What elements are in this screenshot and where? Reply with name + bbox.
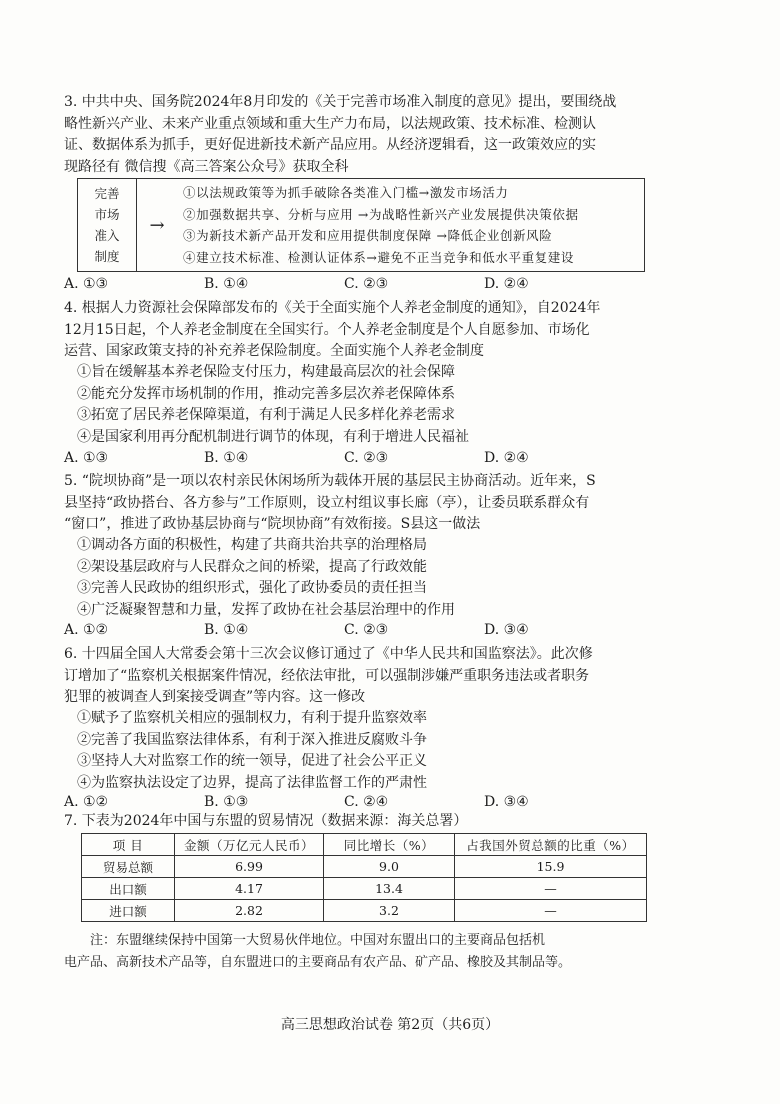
option-b[interactable]: B. ①④	[204, 622, 249, 638]
diagram-paths	[177, 179, 644, 271]
page-footer: 高三思想政治试卷 第2页（共6页）	[280, 1017, 500, 1033]
table-row: 贸易总额 6.99 9.0 15.9	[82, 856, 647, 878]
table-note: 注：东盟继续保持中国第一大贸易伙伴地位。中国对东盟出口的主要商品包括机 电产品、高新技术产品等，自东盟进口的主要商品有农产品、矿产品、橡胶及其制品等。	[64, 933, 572, 970]
option-d[interactable]: D. ②④	[484, 450, 529, 466]
arrow-right-icon: →	[149, 214, 165, 236]
option-a[interactable]: A. ①③	[64, 276, 109, 292]
path-item: ①以法规政策等为抓手破除各类准入门槛→激发市场活力	[183, 185, 509, 200]
q5-options	[64, 622, 624, 638]
table-row: 出口额 4.17 13.4 —	[82, 878, 647, 900]
q3-line: 略性新兴产业、未来产业重点领域和重大生产力布局，以法规政策、技术标准、检测认	[64, 115, 596, 132]
table-header-row	[82, 834, 647, 856]
table-header: 同比增长（%）	[324, 834, 455, 856]
question-3-stem	[64, 92, 654, 178]
option-c[interactable]: C. ②③	[344, 622, 389, 638]
table-header: 金额（万亿元人民币）	[175, 834, 324, 856]
option-d[interactable]: D. ③④	[484, 622, 529, 638]
q3-line: 3. 中共中央、国务院2024年8月印发的《关于完善市场准入制度的意见》提出，要围绕战	[64, 94, 617, 110]
q6-options	[64, 794, 624, 810]
trade-table	[81, 833, 647, 922]
option-b[interactable]: B. ①③	[204, 794, 249, 810]
option-c[interactable]: C. ②④	[344, 794, 389, 810]
q3-path-diagram	[77, 178, 645, 272]
q4-options	[64, 450, 624, 466]
question-6-stem: 6. 十四届全国人大常委会第十三次会议修订通过了《中华人民共和国监察法》。此次修 订增加了“监察机关根据案件情况，经依法审批，可以强制涉嫌严重职务违法或者职务 犯罪的被调查人到案接受调查”等内容。这一修改	[64, 646, 593, 705]
path-item: ③为新技术新产品开发和应用提供制度保障 →降低企业创新风险	[183, 228, 553, 243]
option-a[interactable]: A. ①②	[64, 794, 109, 810]
diagram-left-label: 完善 市场 准入 制度	[78, 179, 137, 271]
option-c[interactable]: C. ②③	[344, 276, 389, 292]
option-a[interactable]: A. ①②	[64, 622, 109, 638]
question-4-stem: 4. 根据人力资源社会保障部发布的《关于全面实施个人养老金制度的通知》，自2024年 12月15日起，个人养老金制度在全国实行。个人养老金制度是个人自愿参加、市场化 运营、国家政策支持的补充养老保险制度。全面实施个人养老金制度	[64, 300, 601, 359]
q6-items: ①赋予了监察机关相应的强制权力，有利于提升监察效率 ②完善了我国监察法律体系，有利于深入推进反腐败斗争 ③坚持人大对监察工作的统一领导，促进了社会公平正义 ④为监察执法设定了边界，提高了法律监督工作的严肃性	[77, 710, 427, 791]
q5-items: ①调动各方面的积极性，构建了共商共治共享的治理格局 ②架设基层政府与人民群众之间的桥梁，提高了行政效能 ③完善人民政协的组织形式，强化了政协委员的责任担当 ④广泛凝聚智慧和力量，发挥了政协在社会基层治理中的作用	[77, 537, 455, 618]
path-item: ②加强数据共享、分析与应用 →为战略性新兴产业发展提供决策依据	[183, 206, 579, 222]
option-c[interactable]: C. ②③	[344, 450, 389, 466]
option-d[interactable]: D. ②④	[484, 276, 529, 292]
q4-items: ①旨在缓解基本养老保险支付压力，构建最高层次的社会保障 ②能充分发挥市场机制的作用，推动完善多层次养老保障体系 ③拓宽了居民养老保障渠道，有利于满足人民多样化养老需求 ④是国家利用再分配机制进行调节的体现，有利于增进人民福祉	[77, 364, 469, 445]
table-row: 进口额 2.82 3.2 —	[82, 900, 647, 922]
table-header: 占我国外贸总额的比重（%）	[455, 834, 647, 856]
table-header: 项 目	[82, 834, 175, 856]
q3-line: 证、数据体系为抓手，更好促进新技术新产品应用。从经济逻辑看，这一政策效应的实	[64, 137, 596, 153]
option-b[interactable]: B. ①④	[204, 450, 249, 466]
question-7-stem: 7. 下表为2024年中国与东盟的贸易情况（数据来源：海关总署）	[64, 813, 468, 829]
path-item: ④建立技术标准、检测认证体系→避免不正当竞争和低水平重复建设	[183, 249, 574, 265]
q3-line: 现路径有 微信搜《高三答案公众号》获取全科	[64, 158, 349, 175]
option-a[interactable]: A. ①③	[64, 450, 109, 466]
option-b[interactable]: B. ①④	[204, 276, 249, 292]
q3-options	[64, 276, 624, 292]
option-d[interactable]: D. ③④	[484, 794, 529, 810]
question-5-stem: 5. “院坝协商”是一项以农村亲民休闲场所为载体开展的基层民主协商活动。近年来，S 县坚持“政协搭台、各方参与”工作原则，设立村组议事长廊（亭），让委员联系群众有 “窗口”，推进了政协基层协商与“院坝协商”有效衔接。S县这一做法	[64, 473, 596, 532]
